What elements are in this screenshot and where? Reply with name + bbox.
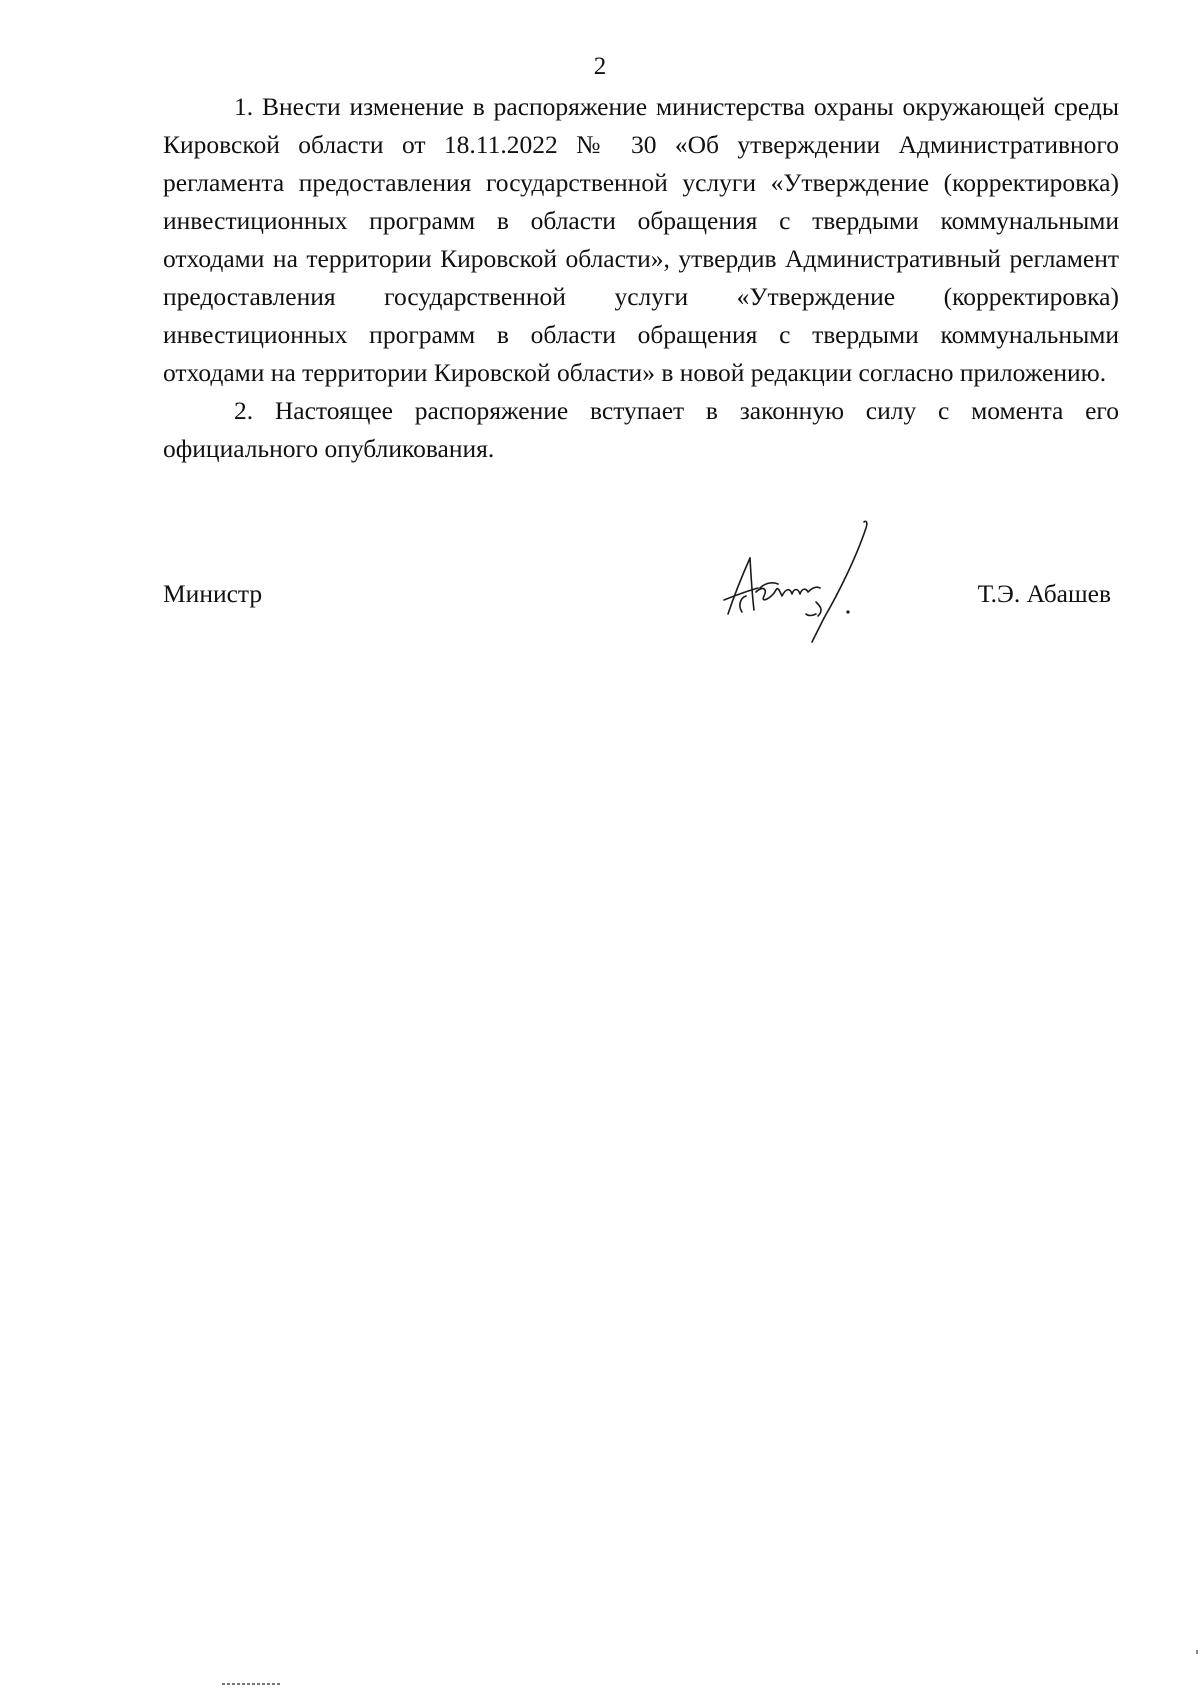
- document-body: [163, 88, 1119, 468]
- handwritten-signature: [720, 518, 920, 646]
- scan-artifact-edge: [1196, 1650, 1198, 1654]
- signer-position: Министр: [163, 579, 263, 608]
- scan-artifact: [222, 1683, 282, 1685]
- page-number: 2: [593, 53, 607, 80]
- paragraph-2: 2. Настоящее распоряжение вступает в законную силу с момента его официального опубликования.: [163, 396, 1119, 463]
- paragraph-1: 1. Внести изменение в распоряжение министерства охраны окружающей среды Кировской области от 18.11.2022 № 30 «Об утверждении Административного регламента предоставления государственной услуги «Утверждение (корректировка) инвестиционных программ в области обращения с твердыми коммунальными отходами на территории Кировской области», утвердив Административный регламент предоставления государственной услуги «Утверждение (корректировка) инвестиционных программ в области обращения с твердыми коммунальными отходами на территории Кировской области» в новой редакции согласно приложению.: [163, 92, 1119, 387]
- signer-name: Т.Э. Абашев: [977, 579, 1111, 608]
- signature-block: [163, 575, 1119, 635]
